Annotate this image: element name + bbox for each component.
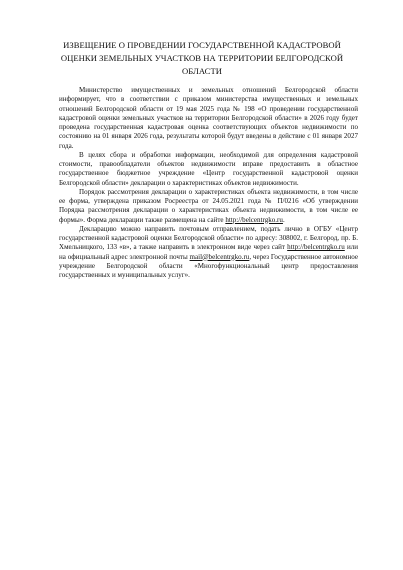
document-body <box>59 86 358 280</box>
site-link[interactable]: http://belcentrgko.ru <box>287 243 345 252</box>
paragraph-3-end: . <box>282 215 285 224</box>
paragraph-4 <box>59 225 358 281</box>
site-link[interactable]: http://belcentrgko.ru <box>225 215 283 224</box>
paragraph-4-text-2: или на официальный адрес электронной почты <box>59 243 359 261</box>
paragraph-1: Министерство имущественных и земельных отношений Белгородской области информирует, что в соответствии с приказом министерства имущественных и земельных отношений Белгородской области от 19 мая 2025 года № 198 «О проведении государственной кадастровой оценки земельных участков на территории Белгородской области» в 2026 году будет проведена государственная кадастровая оценка соответствующих объектов недвижимости по состоянию на 01 января 2026 года, результаты которой будут введены в действие с 01 января 2027 года. <box>59 86 358 150</box>
paragraph-3 <box>59 188 358 225</box>
paragraph-3-text: Порядок рассмотрения декларации о характеристиках объекта недвижимости, в том числе ее форма, утверждена приказом Росреестра от 24.05.2021 года № П/0216 «Об утверждении Порядка рассмотрения декларации о характеристиках объекта недвижимости, в том числе ее формы». Форма декларации также размещена на сайте <box>59 187 358 224</box>
email-link[interactable]: mail@belcentrgko.ru <box>189 252 250 261</box>
paragraph-4-text-3: , через Государственное автономное учреждение Белгородской области «Многофункциональный центр предоставления государственных и муниципальных услуг». <box>59 252 359 279</box>
paragraph-4-text-1: Декларацию можно направить почтовым отправлением, подать лично в ОГБУ «Центр государственной кадастровой оценки Белгородской области» по адресу: 308002, г. Белгород, пр. Б. Хмельницкого, 133 «в», а также направить в электронном виде через сайт <box>59 224 358 252</box>
paragraph-2: В целях сбора и обработки информации, необходимой для определения кадастровой стоимости, правообладатели объектов недвижимости вправе предоставить в областное государственное бюджетное учреждение «Центр государственной кадастровой оценки Белгородской области» декларации о характеристиках объектов недвижимости. <box>59 150 358 187</box>
document-title: ИЗВЕЩЕНИЕ О ПРОВЕДЕНИИ ГОСУДАРСТВЕННОЙ КАДАСТРОВОЙ ОЦЕНКИ ЗЕМЕЛЬНЫХ УЧАСТКОВ НА ТЕРРИТОРИИ БЕЛГОРОДСКОЙ ОБЛАСТИ <box>60 40 344 76</box>
